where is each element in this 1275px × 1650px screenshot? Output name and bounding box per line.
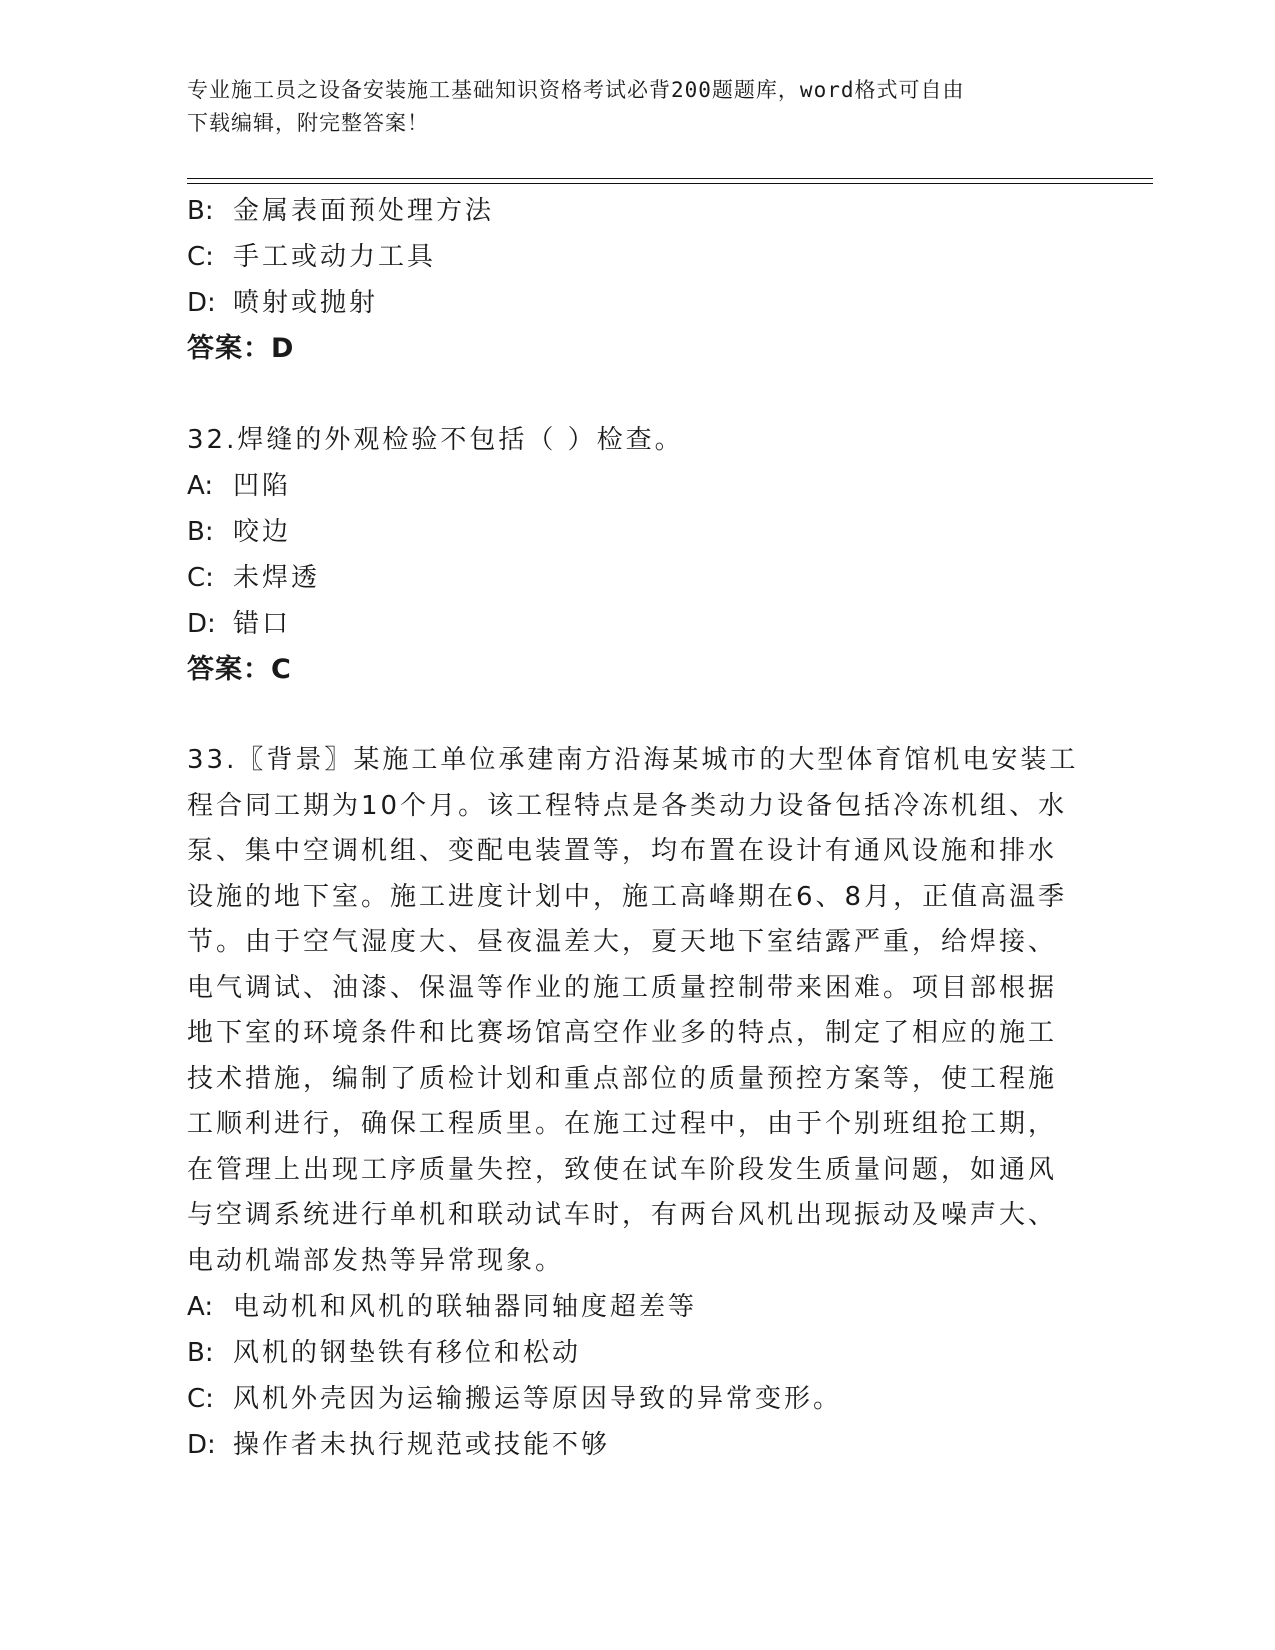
option-key: C: [187, 242, 214, 272]
option-text: 金属表面预处理方法 [233, 196, 495, 226]
question-line: 33.〖背景〗某施工单位承建南方沿海某城市的大型体育馆机电安装工 [187, 745, 1079, 775]
option-c [187, 1376, 1087, 1422]
question-line: 程合同工期为10个月。该工程特点是各类动力设备包括冷冻机组、水 [187, 790, 1068, 821]
question-line: 工顺利进行，确保工程质里。在施工过程中，由于个别班组抢工期， [187, 1109, 1058, 1139]
option-text: 风机的钢垫铁有移位和松动 [233, 1338, 582, 1368]
option-key: C: [187, 563, 214, 593]
spacer [187, 693, 1087, 738]
answer-label: 答案：C [187, 654, 292, 685]
option-key: A: [187, 1292, 214, 1322]
option-text: 电动机和风机的联轴器同轴度超差等 [233, 1292, 698, 1322]
option-text: 未焊透 [233, 563, 321, 593]
document-body [187, 188, 1087, 1468]
option-key: D: [187, 1430, 216, 1460]
option-text: 操作者未执行规范或技能不够 [233, 1430, 611, 1460]
option-key: C: [187, 1384, 214, 1414]
option-key: B: [187, 196, 214, 226]
question-32 [187, 417, 1087, 693]
question-line: 电动机端部发热等异常现象。 [187, 1245, 565, 1276]
question-31 [187, 188, 1087, 372]
option-b [187, 188, 1087, 234]
question-text [187, 738, 1079, 1284]
option-d [187, 601, 1087, 647]
question-line: 设施的地下室。施工进度计划中，施工高峰期在6、8月，正值高温季 [187, 881, 1068, 912]
option-key: A: [187, 471, 214, 501]
option-text: 风机外壳因为运输搬运等原因导致的异常变形。 [233, 1384, 843, 1414]
option-text: 错口 [233, 609, 292, 639]
question-line: 电气调试、油漆、保温等作业的施工质量控制带来困难。项目部根据 [187, 972, 1058, 1003]
question-line: 在管理上出现工序质量失控，致使在试车阶段发生质量问题，如通风 [187, 1154, 1058, 1185]
option-a [187, 1284, 1087, 1330]
option-text: 凹陷 [233, 471, 292, 501]
answer-label: 答案：D [187, 333, 295, 364]
option-c [187, 234, 1087, 280]
header-divider-bottom [187, 183, 1153, 184]
option-b [187, 509, 1087, 555]
option-d [187, 1422, 1087, 1468]
question-line: 与空调系统进行单机和联动试车时，有两台风机出现振动及噪声大、 [187, 1200, 1058, 1230]
option-d [187, 280, 1087, 326]
question-line: 地下室的环境条件和比赛场馆高空作业多的特点，制定了相应的施工 [187, 1018, 1058, 1048]
question-text: 32.焊缝的外观检验不包括（ ）检查。 [187, 425, 684, 455]
question-line: 技术措施，编制了质检计划和重点部位的质量预控方案等，使工程施 [187, 1063, 1058, 1094]
question-line: 节。由于空气湿度大、昼夜温差大，夏天地下室结露严重，给焊接、 [187, 927, 1058, 957]
header-line-1: 专业施工员之设备安装施工基础知识资格考试必背200题题库，word格式可自由 [187, 78, 965, 102]
option-c [187, 555, 1087, 601]
option-a [187, 463, 1087, 509]
option-text: 咬边 [233, 517, 292, 547]
option-text: 喷射或抛射 [233, 288, 379, 318]
header-line-2: 下载编辑，附完整答案！ [187, 111, 429, 135]
option-key: D: [187, 288, 216, 318]
question-line: 泵、集中空调机组、变配电装置等，均布置在设计有通风设施和排水 [187, 836, 1058, 866]
header-divider-top [187, 178, 1153, 179]
option-b [187, 1330, 1087, 1376]
question-33 [187, 738, 1087, 1468]
option-text: 手工或动力工具 [233, 242, 437, 272]
option-key: D: [187, 609, 216, 639]
option-key: B: [187, 1338, 214, 1368]
spacer [187, 372, 1087, 417]
option-key: B: [187, 517, 214, 547]
document-header [187, 74, 1067, 140]
